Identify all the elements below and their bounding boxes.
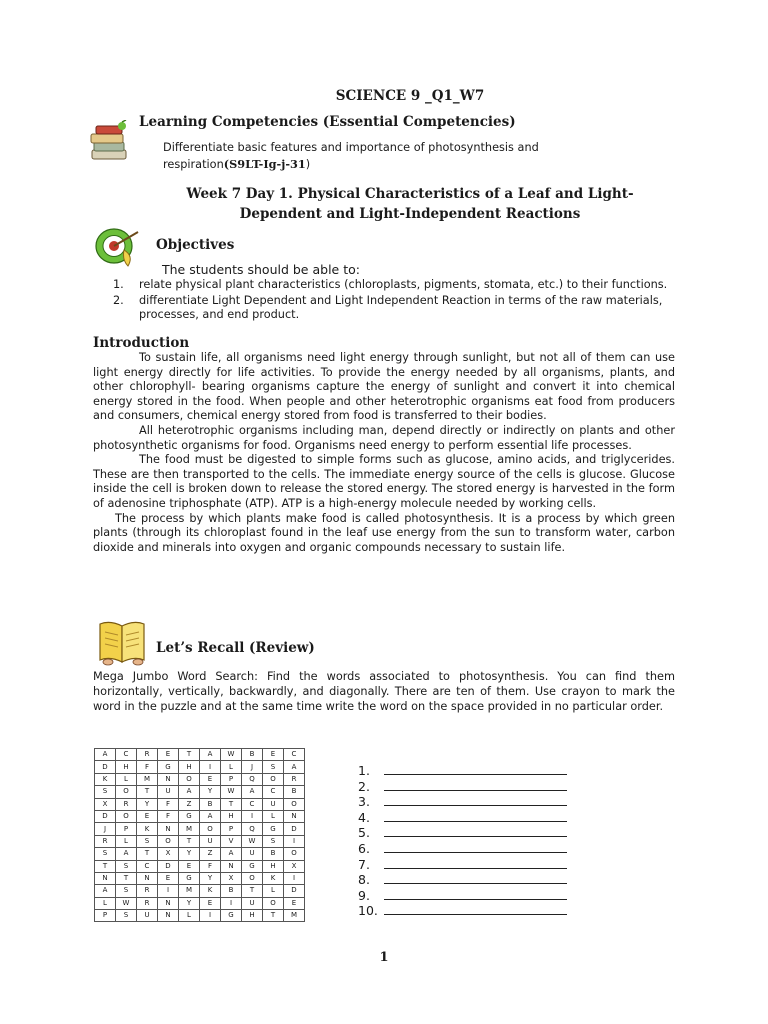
grid-cell[interactable]: L (116, 773, 137, 785)
grid-cell[interactable]: R (284, 773, 305, 785)
grid-cell[interactable]: G (263, 823, 284, 835)
grid-cell[interactable]: G (242, 860, 263, 872)
grid-cell[interactable]: E (263, 749, 284, 761)
grid-row (95, 885, 305, 897)
grid-cell[interactable]: X (95, 798, 116, 810)
grid-cell[interactable]: W (242, 835, 263, 847)
grid-cell[interactable]: D (158, 860, 179, 872)
grid-cell[interactable]: O (284, 848, 305, 860)
grid-cell[interactable]: B (200, 798, 221, 810)
grid-cell[interactable]: A (95, 885, 116, 897)
grid-cell[interactable]: A (95, 749, 116, 761)
intro-paragraph-1: To sustain life, all organisms need light energy through sunlight, but not all of them can use light energy directly for life activities. To provide the energy needed by all organisms, plants, and other chlorophyll- bearing organisms capture the energy of sunlight and convert it into chemical energy stored in the food. When people and other heterotrophic organisms eat food from producers and consumers, chemical energy stored from food is transferred to their bodies. (93, 351, 675, 423)
grid-cell[interactable]: W (221, 786, 242, 798)
answer-blank-line[interactable] (384, 821, 567, 822)
grid-cell[interactable]: T (263, 910, 284, 922)
grid-cell[interactable]: X (221, 872, 242, 884)
answer-number: 8. (358, 872, 370, 888)
grid-row (95, 798, 305, 810)
answer-blank-line[interactable] (384, 790, 567, 791)
grid-cell[interactable]: M (179, 885, 200, 897)
books-icon (86, 120, 134, 164)
grid-cell[interactable]: I (284, 835, 305, 847)
grid-cell[interactable]: Y (179, 848, 200, 860)
grid-row (95, 835, 305, 847)
grid-cell[interactable]: O (116, 810, 137, 822)
grid-cell[interactable]: D (284, 885, 305, 897)
objective-number: 2. (113, 293, 124, 307)
answer-item (358, 810, 378, 826)
answer-blank-line[interactable] (384, 899, 567, 900)
grid-cell[interactable]: N (158, 823, 179, 835)
recall-heading: Let’s Recall (Review) (156, 640, 315, 656)
grid-cell[interactable]: R (137, 749, 158, 761)
week-heading-line1: Week 7 Day 1. Physical Characteristics of a Leaf and Light- (186, 186, 634, 202)
grid-cell[interactable]: U (200, 835, 221, 847)
grid-cell[interactable]: M (179, 823, 200, 835)
grid-cell[interactable]: W (221, 749, 242, 761)
grid-cell[interactable]: T (179, 835, 200, 847)
grid-row (95, 848, 305, 860)
grid-cell[interactable]: S (116, 860, 137, 872)
intro-paragraph-4: The process by which plants make food is called photosynthesis. It is a process by which green plants (through its chloroplast found in the leaf use energy from the sun to transform water, carbon dioxide and minerals into oxygen and organic compounds necessary to sustain life. (93, 511, 675, 554)
grid-cell[interactable]: A (200, 749, 221, 761)
week-heading (150, 184, 670, 224)
intro-paragraph-3: The food must be digested to simple forms such as glucose, amino acids, and triglycerides. These are then transported to the cells. The immediate energy source of the cells is glucose. Glucose inside the cell is broken down to release the stored energy. The stored energy is harvested in the form of adenosine triphosphate (ATP). ATP is a high-energy molecule needed by working cells. (93, 453, 675, 510)
grid-cell[interactable]: O (284, 798, 305, 810)
grid-cell[interactable]: E (200, 773, 221, 785)
answer-number: 2. (358, 778, 370, 794)
answer-blank-line[interactable] (384, 836, 567, 837)
answer-number: 7. (358, 856, 370, 872)
grid-cell[interactable]: J (95, 823, 116, 835)
answer-number: 9. (358, 887, 370, 903)
grid-cell[interactable]: N (95, 872, 116, 884)
grid-cell[interactable]: F (137, 761, 158, 773)
open-book-icon (96, 616, 148, 666)
grid-cell[interactable]: S (95, 848, 116, 860)
grid-cell[interactable]: K (95, 773, 116, 785)
answer-item (358, 841, 378, 857)
grid-cell[interactable]: H (179, 761, 200, 773)
grid-cell[interactable]: O (179, 773, 200, 785)
answer-number: 5. (358, 825, 370, 841)
grid-cell[interactable]: Z (179, 798, 200, 810)
grid-cell[interactable]: T (95, 860, 116, 872)
grid-cell[interactable]: I (200, 910, 221, 922)
grid-cell[interactable]: N (221, 860, 242, 872)
recall-instructions: Mega Jumbo Word Search: Find the words associated to photosynthesis. You can find them horizontally, vertically, backwardly, and diagonally. There are ten of them. Use crayon to mark the word in the puzzle and at the same time write the word on the space provided in no particular order. (93, 670, 675, 713)
answer-item (358, 825, 378, 841)
grid-cell[interactable]: I (242, 810, 263, 822)
grid-row (95, 749, 305, 761)
grid-cell[interactable]: C (116, 749, 137, 761)
grid-cell[interactable]: H (221, 810, 242, 822)
grid-cell[interactable]: A (116, 848, 137, 860)
objective-text: differentiate Light Dependent and Light Independent Reaction in terms of the raw materials, processes, and end product. (139, 293, 663, 321)
grid-cell[interactable]: C (284, 749, 305, 761)
grid-cell[interactable]: T (221, 798, 242, 810)
objectives-intro: The students should be able to: (162, 262, 360, 277)
grid-cell[interactable]: L (221, 761, 242, 773)
grid-row (95, 897, 305, 909)
grid-cell[interactable]: A (200, 810, 221, 822)
grid-cell[interactable]: M (284, 910, 305, 922)
introduction-heading: Introduction (93, 335, 190, 351)
grid-cell[interactable]: E (158, 872, 179, 884)
answer-item (358, 888, 378, 904)
answer-item (358, 857, 378, 873)
grid-cell[interactable]: L (263, 885, 284, 897)
grid-cell[interactable]: E (284, 897, 305, 909)
grid-cell[interactable]: A (242, 786, 263, 798)
grid-cell[interactable]: O (200, 823, 221, 835)
grid-cell[interactable]: G (158, 761, 179, 773)
grid-cell[interactable]: O (242, 872, 263, 884)
grid-row (95, 773, 305, 785)
answer-number: 6. (358, 840, 370, 856)
grid-cell[interactable]: O (116, 786, 137, 798)
answer-item (358, 872, 378, 888)
grid-cell[interactable]: T (179, 749, 200, 761)
grid-cell[interactable]: U (263, 798, 284, 810)
competency-code: (S9LT-Ig-j-31 (223, 157, 306, 171)
grid-cell[interactable]: J (242, 761, 263, 773)
competencies-heading: Learning Competencies (Essential Competencies) (139, 114, 516, 130)
grid-cell[interactable]: H (116, 761, 137, 773)
answer-item (358, 903, 378, 919)
grid-cell[interactable]: Y (179, 897, 200, 909)
grid-cell[interactable]: L (116, 835, 137, 847)
grid-cell[interactable]: B (284, 786, 305, 798)
grid-cell[interactable]: V (221, 835, 242, 847)
page-title: SCIENCE 9 _Q1_W7 (335, 88, 485, 104)
objective-item (113, 294, 678, 323)
grid-cell[interactable]: F (200, 860, 221, 872)
grid-row (95, 786, 305, 798)
grid-cell[interactable]: F (158, 810, 179, 822)
grid-cell[interactable]: P (95, 910, 116, 922)
grid-cell[interactable]: H (242, 910, 263, 922)
introduction-body (93, 351, 675, 555)
grid-cell[interactable]: A (284, 761, 305, 773)
grid-cell[interactable]: U (158, 786, 179, 798)
answer-blank-line[interactable] (384, 868, 567, 869)
page-number: 1 (379, 950, 389, 965)
grid-cell[interactable]: E (179, 860, 200, 872)
word-search-grid[interactable] (94, 748, 305, 922)
grid-cell[interactable]: Y (200, 786, 221, 798)
grid-cell[interactable]: D (284, 823, 305, 835)
grid-cell[interactable]: I (221, 897, 242, 909)
objective-item (113, 278, 678, 293)
grid-cell[interactable]: C (137, 860, 158, 872)
grid-cell[interactable]: L (95, 897, 116, 909)
grid-row (95, 823, 305, 835)
intro-paragraph-2: All heterotrophic organisms including man, depend directly or indirectly on plants and other photosynthetic organisms for food. Organisms need energy to perform essential life processes. (93, 423, 675, 452)
grid-cell[interactable]: H (263, 860, 284, 872)
grid-cell[interactable]: X (158, 848, 179, 860)
grid-cell[interactable]: K (263, 872, 284, 884)
grid-cell[interactable]: R (116, 798, 137, 810)
grid-cell[interactable]: N (158, 773, 179, 785)
answer-item (358, 779, 378, 795)
grid-cell[interactable]: I (200, 761, 221, 773)
grid-cell[interactable]: P (116, 823, 137, 835)
objective-number: 1. (113, 278, 124, 291)
answer-number: 1. (358, 763, 370, 778)
answer-number: 4. (358, 809, 370, 825)
grid-cell[interactable]: P (221, 773, 242, 785)
grid-cell[interactable]: K (137, 823, 158, 835)
grid-cell[interactable]: T (137, 848, 158, 860)
grid-row (95, 910, 305, 922)
grid-cell[interactable]: S (263, 761, 284, 773)
target-icon (94, 226, 148, 268)
grid-cell[interactable]: I (158, 885, 179, 897)
grid-cell[interactable]: A (179, 786, 200, 798)
grid-cell[interactable]: Q (242, 823, 263, 835)
grid-cell[interactable]: B (221, 885, 242, 897)
grid-cell[interactable]: N (158, 897, 179, 909)
answer-list (358, 763, 378, 919)
grid-cell[interactable]: F (158, 798, 179, 810)
objectives-heading: Objectives (156, 237, 235, 253)
grid-cell[interactable]: S (116, 885, 137, 897)
grid-cell[interactable]: E (137, 810, 158, 822)
answer-blank-line[interactable] (384, 914, 567, 915)
week-heading-line2: Dependent and Light-Independent Reactions (239, 206, 581, 222)
grid-cell[interactable]: O (263, 773, 284, 785)
grid-cell[interactable]: S (95, 786, 116, 798)
grid-cell[interactable]: P (221, 823, 242, 835)
grid-cell[interactable]: C (242, 798, 263, 810)
competency-description: Differentiate basic features and importance of photosynthesis and respiration (163, 141, 539, 171)
objective-text: relate physical plant characteristics (chloroplasts, pigments, stomata, etc.) to their functions. (139, 278, 668, 291)
grid-cell[interactable]: N (137, 872, 158, 884)
grid-cell[interactable]: M (137, 773, 158, 785)
grid-cell[interactable]: L (263, 810, 284, 822)
grid-cell[interactable]: K (200, 885, 221, 897)
answer-item (358, 794, 378, 810)
grid-cell[interactable]: E (158, 749, 179, 761)
answer-blank-line[interactable] (384, 883, 567, 884)
grid-cell[interactable]: G (179, 810, 200, 822)
grid-cell[interactable]: Z (200, 848, 221, 860)
grid-cell[interactable]: R (137, 897, 158, 909)
grid-cell[interactable]: O (158, 835, 179, 847)
grid-row (95, 810, 305, 822)
grid-row (95, 860, 305, 872)
grid-cell[interactable]: W (116, 897, 137, 909)
grid-row (95, 761, 305, 773)
grid-cell[interactable]: G (179, 872, 200, 884)
grid-cell[interactable]: N (158, 910, 179, 922)
grid-cell[interactable]: I (284, 872, 305, 884)
grid-cell[interactable]: U (242, 897, 263, 909)
grid-cell[interactable]: S (116, 910, 137, 922)
grid-cell[interactable]: S (137, 835, 158, 847)
grid-cell[interactable]: T (116, 872, 137, 884)
competency-code-close: ) (305, 158, 311, 171)
grid-cell[interactable]: B (242, 749, 263, 761)
grid-cell[interactable]: A (221, 848, 242, 860)
grid-cell[interactable]: B (263, 848, 284, 860)
answer-blank-line[interactable] (384, 852, 567, 853)
grid-cell[interactable]: Q (242, 773, 263, 785)
grid-cell[interactable]: U (137, 910, 158, 922)
grid-cell[interactable]: D (95, 761, 116, 773)
grid-cell[interactable]: R (95, 835, 116, 847)
answer-item (358, 763, 378, 779)
answer-blank-line[interactable] (384, 805, 567, 806)
grid-cell[interactable]: C (263, 786, 284, 798)
objectives-list (113, 278, 678, 324)
grid-cell[interactable]: L (179, 910, 200, 922)
answer-number: 10. (358, 903, 378, 919)
competency-text (163, 140, 613, 173)
grid-cell[interactable]: D (95, 810, 116, 822)
grid-cell[interactable]: T (137, 786, 158, 798)
answer-number: 3. (358, 794, 370, 810)
grid-cell[interactable]: O (263, 897, 284, 909)
grid-cell[interactable]: E (200, 897, 221, 909)
grid-cell[interactable]: G (221, 910, 242, 922)
grid-cell[interactable]: X (284, 860, 305, 872)
grid-cell[interactable]: U (242, 848, 263, 860)
grid-cell[interactable]: R (137, 885, 158, 897)
grid-cell[interactable]: Y (200, 872, 221, 884)
grid-cell[interactable]: S (263, 835, 284, 847)
grid-row (95, 872, 305, 884)
grid-cell[interactable]: N (284, 810, 305, 822)
grid-cell[interactable]: T (242, 885, 263, 897)
grid-cell[interactable]: Y (137, 798, 158, 810)
answer-blank-line[interactable] (384, 774, 567, 775)
